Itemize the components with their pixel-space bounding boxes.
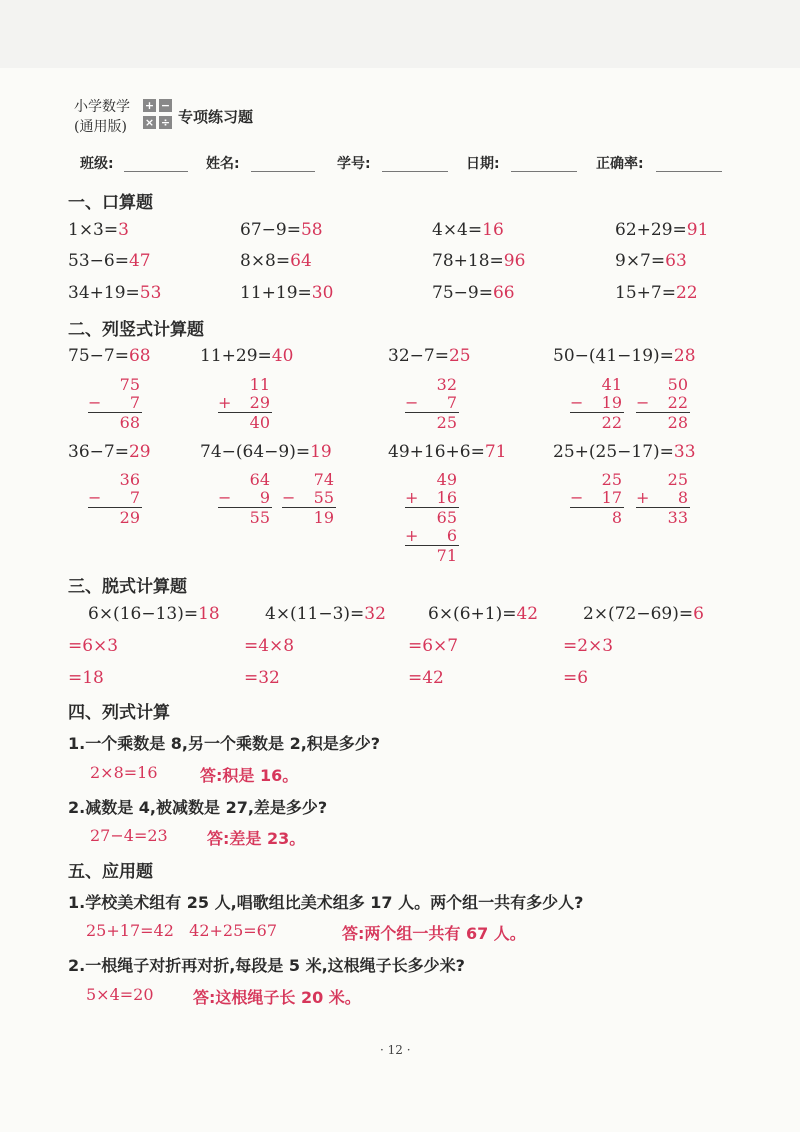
vertical-work: 75 − 7 68 xyxy=(88,375,140,432)
stepwise-step: =4×8 xyxy=(244,636,295,656)
vertical-problem: 75−7=68 xyxy=(68,346,151,366)
vertical-problem: 74−(64−9)=19 xyxy=(200,442,332,462)
stepwise-step: =18 xyxy=(68,668,104,688)
vertical-work: 25 − 17 8 xyxy=(570,470,622,527)
formula-answer-2: 答:差是 23。 xyxy=(207,829,306,848)
oral-item: 15+7=22 xyxy=(615,283,698,303)
page-number: · 12 · xyxy=(380,1043,411,1057)
stepwise-step: =6×7 xyxy=(408,636,459,656)
stepwise-step: =32 xyxy=(244,668,280,688)
name-blank[interactable] xyxy=(251,171,315,172)
oral-item: 4×4=16 xyxy=(432,220,504,240)
top-band xyxy=(0,0,800,68)
sum-line xyxy=(88,507,142,508)
class-label: 班级: xyxy=(80,156,114,172)
series-edition: (通用版) xyxy=(74,119,127,135)
multiply-icon: × xyxy=(144,116,155,129)
divide-icon: ÷ xyxy=(160,116,171,129)
vertical-work: 50 − 22 28 xyxy=(636,375,688,432)
applied-question-2: 2.一根绳子对折再对折,每段是 5 米,这根绳子长多少米? xyxy=(68,956,465,975)
vertical-work: + 6 71 xyxy=(405,526,457,565)
stepwise-problem: 2×(72−69)=6 xyxy=(583,604,704,624)
section-formula-title: 四、列式计算 xyxy=(68,703,170,723)
student-no-blank[interactable] xyxy=(382,171,448,172)
worksheet-title: 专项练习题 xyxy=(178,108,254,126)
stepwise-problem: 4×(11−3)=32 xyxy=(265,604,386,624)
applied-answer-2: 答:这根绳子长 20 米。 xyxy=(193,988,361,1007)
formula-work-1: 2×8=16 xyxy=(90,763,158,782)
accuracy-label: 正确率: xyxy=(596,156,644,172)
vertical-problem: 32−7=25 xyxy=(388,346,471,366)
formula-work-2: 27−4=23 xyxy=(90,826,168,845)
formula-question-1: 1.一个乘数是 8,另一个乘数是 2,积是多少? xyxy=(68,734,381,753)
student-no-label: 学号: xyxy=(337,156,371,172)
section-applied-title: 五、应用题 xyxy=(68,862,153,882)
stepwise-step: =6 xyxy=(563,668,589,688)
class-blank[interactable] xyxy=(124,171,188,172)
oral-item: 34+19=53 xyxy=(68,283,162,303)
sum-line xyxy=(570,507,624,508)
sum-line xyxy=(405,507,459,508)
oral-item: 53−6=47 xyxy=(68,251,151,271)
applied-question-1: 1.学校美术组有 25 人,唱歌组比美术组多 17 人。两个组一共有多少人? xyxy=(68,893,584,912)
applied-work-1: 25+17=42 42+25=67 xyxy=(86,921,278,940)
oral-item: 1×3=3 xyxy=(68,220,129,240)
section-stepwise-title: 三、脱式计算题 xyxy=(68,577,187,597)
vertical-problem: 11+29=40 xyxy=(200,346,294,366)
plus-icon: + xyxy=(144,99,155,112)
sum-line xyxy=(88,412,142,413)
oral-item: 11+19=30 xyxy=(240,283,334,303)
oral-item: 75−9=66 xyxy=(432,283,515,303)
section-vertical-title: 二、列竖式计算题 xyxy=(68,320,204,340)
stepwise-step: =6×3 xyxy=(68,636,119,656)
vertical-work: 25 + 8 33 xyxy=(636,470,688,527)
vertical-work: 74 − 55 19 xyxy=(282,470,334,527)
vertical-work: 36 − 7 29 xyxy=(88,470,140,527)
stepwise-step: =2×3 xyxy=(563,636,614,656)
formula-question-2: 2.减数是 4,被减数是 27,差是多少? xyxy=(68,798,328,817)
sum-line xyxy=(218,507,272,508)
sum-line xyxy=(570,412,624,413)
oral-item: 62+29=91 xyxy=(615,220,709,240)
oral-item: 78+18=96 xyxy=(432,251,526,271)
vertical-work: 49 + 16 65 xyxy=(405,470,457,527)
vertical-problem: 25+(25−17)=33 xyxy=(553,442,696,462)
accuracy-blank[interactable] xyxy=(656,171,722,172)
vertical-work: 32 − 7 25 xyxy=(405,375,457,432)
vertical-problem: 36−7=29 xyxy=(68,442,151,462)
sum-line xyxy=(405,545,459,546)
formula-answer-1: 答:积是 16。 xyxy=(200,766,299,785)
sum-line xyxy=(405,412,459,413)
vertical-work: 41 − 19 22 xyxy=(570,375,622,432)
series-name: 小学数学 xyxy=(74,99,130,115)
vertical-work: 11 + 29 40 xyxy=(218,375,270,432)
oral-item: 67−9=58 xyxy=(240,220,323,240)
oral-item: 8×8=64 xyxy=(240,251,312,271)
vertical-work: 64 − 9 55 xyxy=(218,470,270,527)
stepwise-problem: 6×(16−13)=18 xyxy=(88,604,220,624)
vertical-problem: 49+16+6=71 xyxy=(388,442,507,462)
date-label: 日期: xyxy=(466,156,500,172)
stepwise-problem: 6×(6+1)=42 xyxy=(428,604,539,624)
section-oral-title: 一、口算题 xyxy=(68,193,153,213)
stepwise-step: =42 xyxy=(408,668,444,688)
sum-line xyxy=(218,412,272,413)
sum-line xyxy=(282,507,336,508)
applied-answer-1: 答:两个组一共有 67 人。 xyxy=(342,924,526,943)
date-blank[interactable] xyxy=(511,171,577,172)
sum-line xyxy=(636,412,690,413)
name-label: 姓名: xyxy=(206,156,240,172)
vertical-problem: 50−(41−19)=28 xyxy=(553,346,696,366)
minus-icon: − xyxy=(160,99,171,112)
applied-work-2: 5×4=20 xyxy=(86,985,154,1004)
oral-item: 9×7=63 xyxy=(615,251,687,271)
sum-line xyxy=(636,507,690,508)
